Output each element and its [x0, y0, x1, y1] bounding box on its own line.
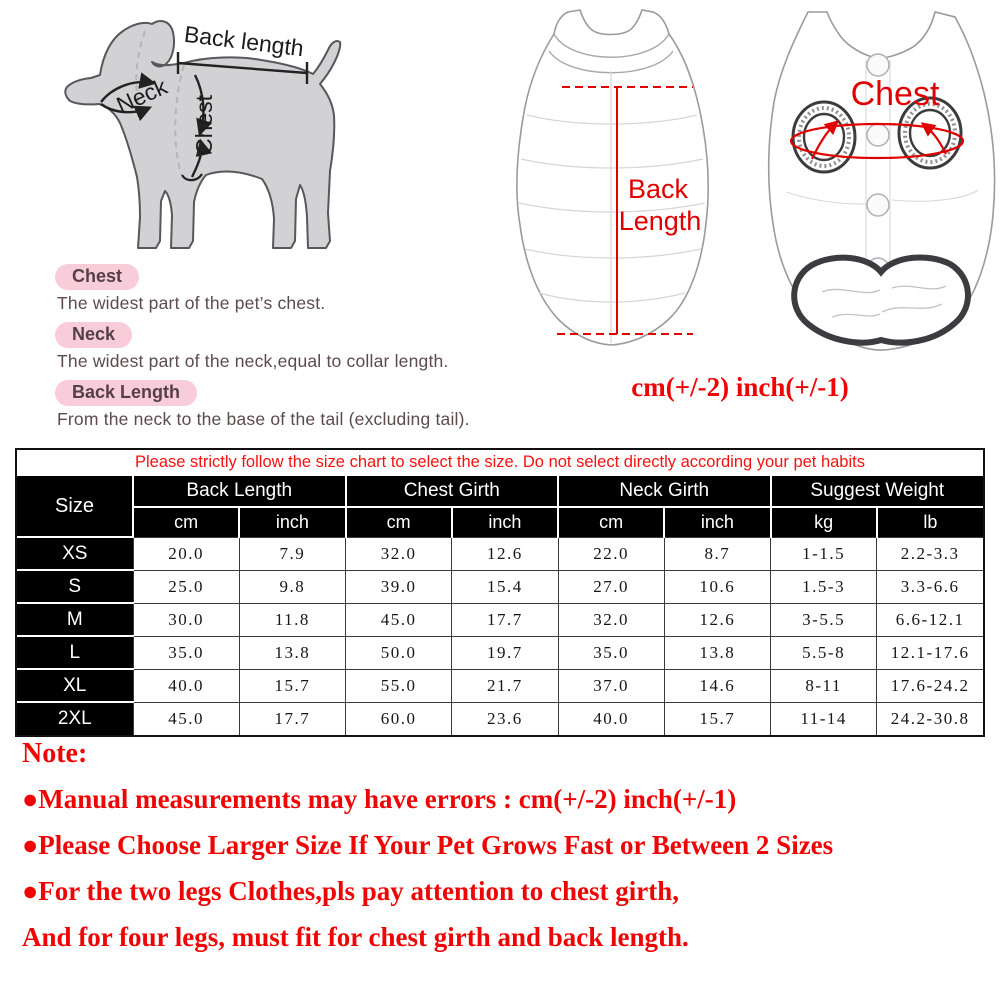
table-cell: 15.7 [239, 669, 345, 702]
table-cell: 8-11 [771, 669, 877, 702]
table-cell: 10.6 [664, 570, 770, 603]
table-cell: 25.0 [133, 570, 239, 603]
table-cell: 9.8 [239, 570, 345, 603]
table-row [17, 537, 983, 570]
col-header-chest-girth: Chest Girth [346, 475, 559, 507]
dog-neck-label: Neck [112, 73, 171, 119]
unit-header: cm [346, 507, 452, 537]
tolerance-note: cm(+/-2) inch(+/-1) [631, 372, 849, 402]
table-cell: 3.3-6.6 [877, 570, 983, 603]
table-cell: 32.0 [346, 537, 452, 570]
unit-header: cm [558, 507, 664, 537]
table-cell: 11-14 [771, 702, 877, 735]
table-cell: 17.7 [239, 702, 345, 735]
size-label: M [17, 603, 133, 636]
vest-front-bottom-opening [794, 257, 968, 342]
table-cell: 12.6 [452, 537, 558, 570]
back-length-definition-text: From the neck to the base of the tail (excluding tail). [57, 409, 470, 429]
table-cell: 17.6-24.2 [877, 669, 983, 702]
dog-measurement-diagram [45, 5, 350, 260]
size-label: XL [17, 669, 133, 702]
size-label: L [17, 636, 133, 669]
table-cell: 39.0 [346, 570, 452, 603]
vest-front-illustration [762, 2, 1000, 352]
table-cell: 22.0 [558, 537, 664, 570]
unit-header: inch [239, 507, 345, 537]
size-label: XS [17, 537, 133, 570]
unit-header: inch [452, 507, 558, 537]
col-header-suggest-weight: Suggest Weight [771, 475, 984, 507]
back-length-term-pill: Back Length [55, 380, 197, 406]
table-cell: 5.5-8 [771, 636, 877, 669]
unit-header: kg [771, 507, 877, 537]
size-label: 2XL [17, 702, 133, 735]
table-cell: 45.0 [346, 603, 452, 636]
note-line: And for four legs, must fit for chest girth and back length. [22, 922, 689, 952]
table-cell: 13.8 [239, 636, 345, 669]
neck-term-pill: Neck [55, 322, 132, 348]
table-cell: 30.0 [133, 603, 239, 636]
table-cell: 11.8 [239, 603, 345, 636]
col-header-size: Size [17, 475, 133, 537]
definition-neck [55, 322, 525, 372]
table-cell: 24.2-30.8 [877, 702, 983, 735]
table-cell: 12.6 [664, 603, 770, 636]
table-cell: 15.4 [452, 570, 558, 603]
table-cell: 14.6 [664, 669, 770, 702]
dog-back-length-label: Back length [182, 20, 306, 62]
table-cell: 50.0 [346, 636, 452, 669]
size-label: S [17, 570, 133, 603]
table-cell: 20.0 [133, 537, 239, 570]
table-cell: 12.1-17.6 [877, 636, 983, 669]
table-cell: 55.0 [346, 669, 452, 702]
table-cell: 19.7 [452, 636, 558, 669]
table-cell: 40.0 [558, 702, 664, 735]
size-chart-warning: Please strictly follow the size chart to select the size. Do not select directly according your pet habits [17, 450, 983, 475]
definition-back-length [55, 380, 525, 430]
table-cell: 13.8 [664, 636, 770, 669]
table-cell: 60.0 [346, 702, 452, 735]
table-row [17, 636, 983, 669]
vest-back-illustration [505, 3, 717, 348]
table-cell: 40.0 [133, 669, 239, 702]
vest-back-length-label-line1: Back [627, 174, 689, 204]
table-cell: 3-5.5 [771, 603, 877, 636]
table-cell: 21.7 [452, 669, 558, 702]
note-line: ●For the two legs Clothes,pls pay attention to chest girth, [22, 876, 680, 906]
dog-chest-label: Chest [191, 94, 217, 156]
col-header-neck-girth: Neck Girth [558, 475, 771, 507]
table-cell: 15.7 [664, 702, 770, 735]
vest-back-length-label-line2: Length [618, 206, 702, 236]
table-cell: 1.5-3 [771, 570, 877, 603]
notes-title: Note: [22, 738, 88, 769]
unit-header: inch [664, 507, 770, 537]
size-chart-table [17, 450, 983, 735]
table-cell: 35.0 [558, 636, 664, 669]
table-cell: 27.0 [558, 570, 664, 603]
table-cell: 7.9 [239, 537, 345, 570]
table-row [17, 702, 983, 735]
size-chart-table-frame [15, 448, 985, 737]
table-cell: 23.6 [452, 702, 558, 735]
note-line: ●Please Choose Larger Size If Your Pet Grows Fast or Between 2 Sizes [22, 830, 834, 860]
table-cell: 32.0 [558, 603, 664, 636]
col-header-back-length: Back Length [133, 475, 346, 507]
unit-header: lb [877, 507, 983, 537]
chest-definition-text: The widest part of the pet’s chest. [57, 293, 326, 313]
chest-term-pill: Chest [55, 264, 139, 290]
table-row [17, 570, 983, 603]
table-cell: 6.6-12.1 [877, 603, 983, 636]
note-line: ●Manual measurements may have errors : cm(+/-2) inch(+/-1) [22, 784, 737, 814]
table-row [17, 669, 983, 702]
table-cell: 2.2-3.3 [877, 537, 983, 570]
table-cell: 37.0 [558, 669, 664, 702]
neck-definition-text: The widest part of the neck,equal to collar length. [57, 351, 449, 371]
table-cell: 17.7 [452, 603, 558, 636]
definition-chest [55, 264, 525, 314]
table-row [17, 603, 983, 636]
unit-header: cm [133, 507, 239, 537]
table-cell: 35.0 [133, 636, 239, 669]
table-cell: 45.0 [133, 702, 239, 735]
measurement-definitions [55, 264, 525, 438]
table-cell: 1-1.5 [771, 537, 877, 570]
table-cell: 8.7 [664, 537, 770, 570]
notes-section [22, 738, 980, 968]
vest-front-chest-label: Chest [850, 75, 940, 113]
